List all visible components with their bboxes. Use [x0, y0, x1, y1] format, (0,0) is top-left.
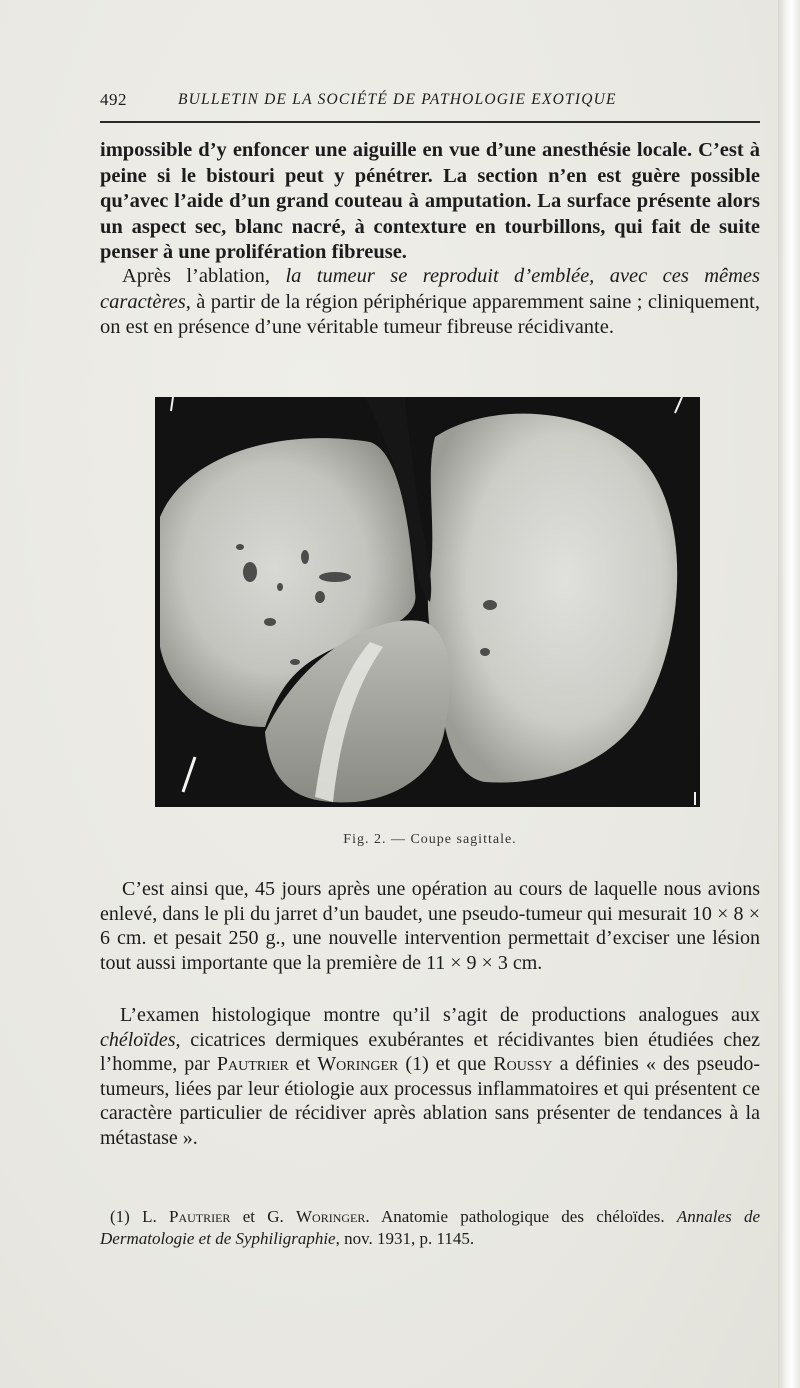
footnote-marker: (1) L. [110, 1207, 169, 1226]
page-number: 492 [100, 90, 127, 109]
figure-photograph [155, 397, 700, 807]
paragraph-4-part-a: L’examen histologique montre qu’il s’agit de productions analogues aux [120, 1004, 760, 1026]
footnote-citation-end: , nov. 1931, p. 1145. [335, 1229, 475, 1248]
running-head [100, 90, 760, 116]
paragraph-4 [100, 1003, 760, 1151]
tumour-section-photo [155, 397, 700, 807]
paragraph-1: impossible d’y enfoncer une aiguille en vue d’une anesthésie locale. C’est à peine si le bistouri peut y pénétrer. La section n’en est guère possible qu’avec l’aide d’un grand couteau à amputation. La surface présente alors un aspect sec, blanc nacré, à contexture en tourbillons, qui fait de suite penser à une prolifération fibreuse. [100, 139, 760, 263]
paragraph-4-part-d: (1) et que [398, 1053, 494, 1076]
footnote-journal: Annales de Dermatologie et de Syphiligraphie [100, 1207, 760, 1248]
journal-title: BULLETIN DE LA SOCIÉTÉ DE PATHOLOGIE EXOTIQUE [178, 91, 617, 108]
footnote-title: . Anatomie pathologique des chéloïdes. [365, 1207, 677, 1226]
paragraph-2-emphasis: la tumeur se reproduit d’emblée, avec ces mêmes caractères [100, 265, 760, 313]
footnote-author-1: Pautrier [168, 1207, 231, 1226]
paragraph-4-part-b: , cicatrices dermiques exubérantes et récidivantes bien étudiées chez l’homme, par [100, 1028, 760, 1076]
paragraph-4-part-c: et [288, 1053, 318, 1076]
paragraph-4-emphasis: chéloïdes [100, 1028, 176, 1051]
paragraph-2-start: Après l’ablation, [122, 265, 286, 287]
footnote [100, 1206, 760, 1250]
paragraph-4-part-e: a définies « des pseudo-tumeurs, liées par leur étiologie aux processus inflammatoires et qui présentent ce caractère particulier de récidiver après ablation sans présenter de tendances à la métastase ». [100, 1053, 760, 1149]
header-rule [100, 121, 760, 123]
author-name-woringer: Woringer [317, 1053, 399, 1076]
paragraph-2 [100, 264, 760, 341]
footnote-connector: et G. [230, 1207, 297, 1226]
footnote-author-2: Woringer [296, 1207, 366, 1226]
author-name-pautrier: Pautrier [216, 1053, 289, 1076]
paragraph-2-end: , à partir de la région périphérique apparemment saine ; cliniquement, on est en présence d’une véritable tumeur fibreuse récidivante. [100, 290, 760, 338]
figure-caption: Fig. 2. — Coupe sagittale. [343, 832, 517, 847]
paragraph-3: C’est ainsi que, 45 jours après une opération au cours de laquelle nous avions enlevé, dans le pli du jarret d’un baudet, une pseudo-tumeur qui mesurait 10 × 8 × 6 cm. et pesait 250 g., une nouvelle intervention permettait d’exciser une lésion tout aussi importante que la première de 11 × 9 × 3 cm. [100, 878, 760, 974]
author-name-roussy: Roussy [493, 1053, 553, 1076]
page-edge [778, 0, 800, 1388]
